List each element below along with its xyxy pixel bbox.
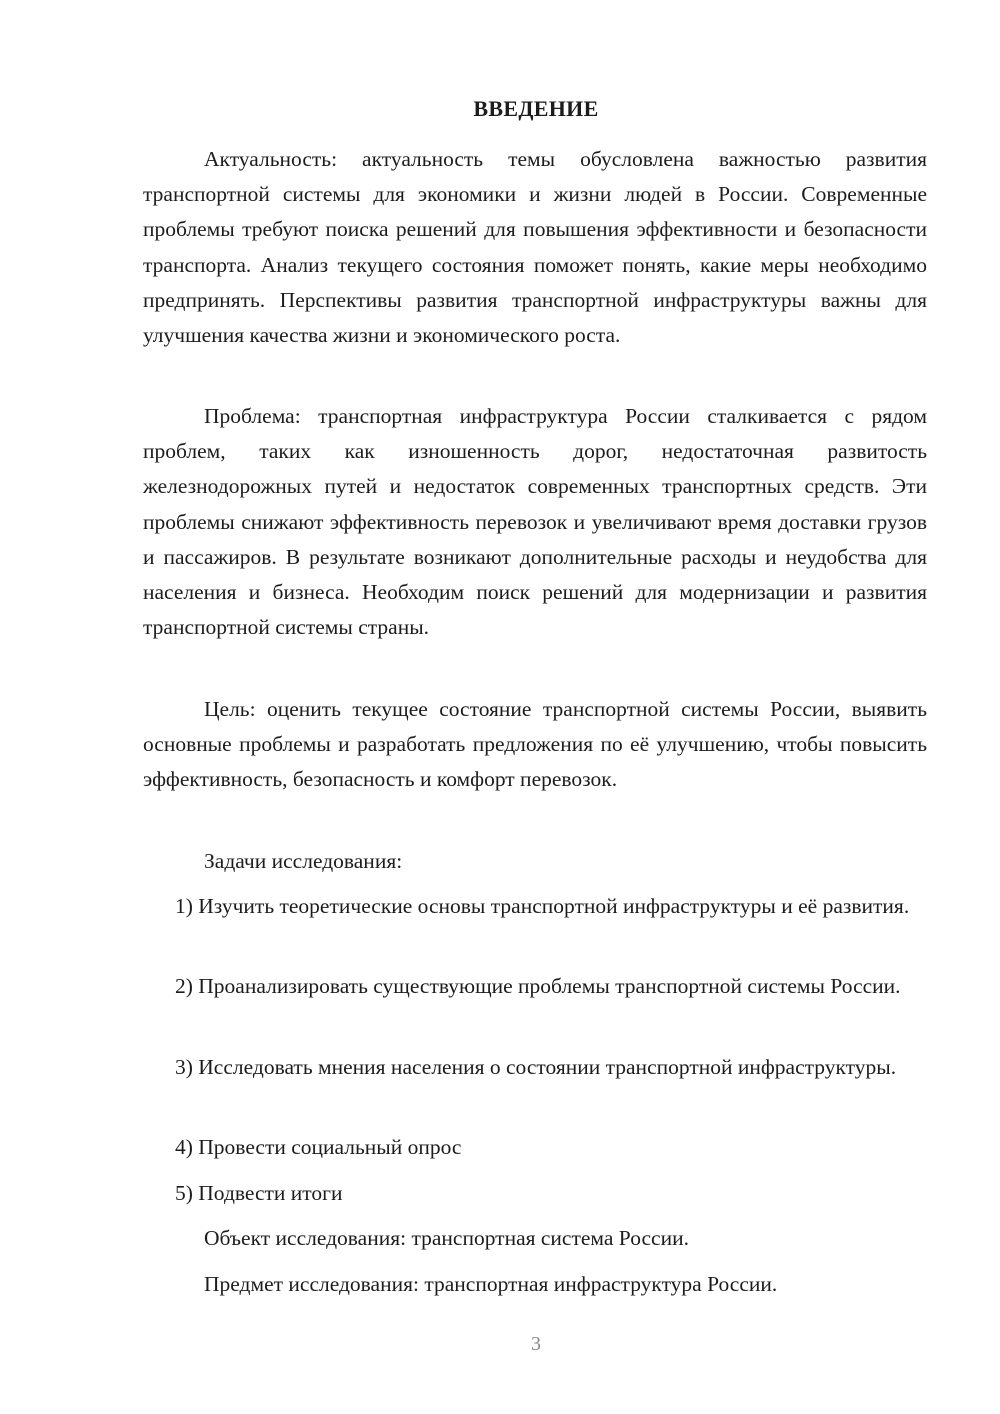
task-item: 3) Исследовать мнения населения о состоянии транспортной инфраструктуры. [175, 1055, 897, 1079]
research-subject-paragraph: Предмет исследования: транспортная инфраструктура России. [204, 1272, 778, 1296]
page-title: ВВЕДЕНИЕ [473, 96, 599, 121]
page-number: 3 [531, 1333, 541, 1355]
problem-paragraph: Проблема: транспортная инфраструктура России сталкивается с рядом проблем, таких как изношенность дорог, недостаточная развитость железнодорожных путей и недостаток современных транспортных средств. Эти проблемы снижают эффективность перевозок и увеличивают время доставки грузов и пассажиров. В результате возникают дополнительные расходы и неудобства для населения и бизнеса. Необходим поиск решений для модернизации и развития транспортной системы страны. [143, 404, 927, 640]
task-item: 4) Провести социальный опрос [175, 1135, 462, 1159]
task-item: 2) Проанализировать существующие проблемы транспортной системы России. [175, 974, 901, 998]
relevance-paragraph: Актуальность: актуальность темы обусловлена важностью развития транспортной системы для экономики и жизни людей в России. Современные проблемы требуют поиска решений для повышения эффективности и безопасности транспорта. Анализ текущего состояния поможет понять, какие меры необходимо предпринять. Перспективы развития транспортной инфраструктуры важны для улучшения качества жизни и экономического роста. [143, 147, 927, 348]
task-item: 1) Изучить теоретические основы транспортной инфраструктуры и её развития. [175, 894, 910, 918]
research-object-paragraph: Объект исследования: транспортная система России. [204, 1226, 689, 1250]
goal-paragraph: Цель: оценить текущее состояние транспортной системы России, выявить основные проблемы и разработать предложения по её улучшению, чтобы повысить эффективность, безопасность и комфорт перевозок. [143, 697, 927, 792]
task-item: 5) Подвести итоги [175, 1181, 343, 1205]
tasks-heading: Задачи исследования: [204, 849, 403, 873]
